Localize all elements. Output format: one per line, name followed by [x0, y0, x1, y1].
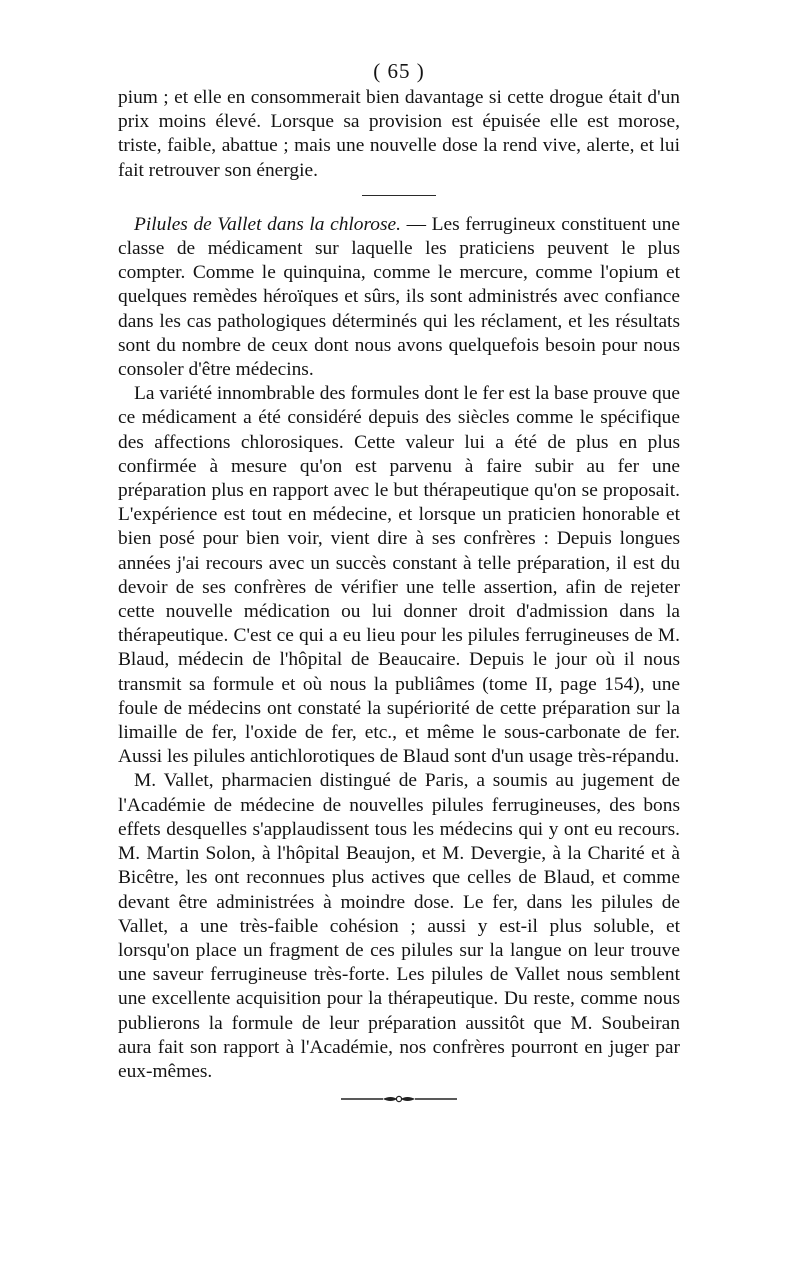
paragraph-opium-continuation: pium ; et elle en consommerait bien davantage si cette drogue était d'un prix moins élevé. Lorsque sa provision est épuisée elle est morose, triste, faible, abattue ; mais une nouvelle dose la rend vive, alerte, et lui fait retrouver son énergie. [118, 87, 680, 181]
document-page [118, 58, 680, 1106]
page-number: ( 65 ) [373, 59, 425, 83]
section-divider [362, 195, 436, 196]
section-title: Pilules de Vallet dans la chlorose. [134, 213, 401, 235]
paragraph-vallet-intro [118, 213, 680, 382]
paragraph-vallet-intro-text: — Les ferrugineux constituent une classe de médicament sur laquelle les praticiens peuvent le plus compter. Comme le quinquina, comme le mercure, comme l'opium et quelques remèdes héroïques et sûrs, ils sont administrés avec confiance dans les cas pathologiques déterminés qui les réclament, et les résultats sont du nombre de ceux dont nous avons quelquefois besoin pour nous consoler d'être médecins. [118, 213, 680, 381]
end-ornament-icon [339, 1092, 459, 1106]
paragraph-vallet-pharmacist: M. Vallet, pharmacien distingué de Paris, a soumis au jugement de l'Académie de médecine de nouvelles pilules ferrugineuses, des bons effets desquelles s'applaudissent tous les médecins qui y ont eu recours. M. Martin Solon, à l'hôpital Beaujon, et M. Devergie, à la Charité et à Bicêtre, les ont reconnues plus actives que celles de Blaud, et comme devant être administrées à moindre dose. Le fer, dans les pilules de Vallet, a une très-faible cohésion ; aussi y est-il plus soluble, et lorsqu'on place un fragment de ces pilules sur la langue on leur trouve une saveur ferrugineuse très-forte. Les pilules de Vallet nous semblent une excellente acquisition pour la thérapeutique. Du reste, comme nous publierons la formule de leur préparation aussitôt que M. Soubeiran aura fait son rapport à l'Académie, nos confrères pourront en juger par eux-mêmes. [118, 770, 680, 1082]
paragraph-blaud-formulas: La variété innombrable des formules dont le fer est la base prouve que ce médicament a été considéré depuis des siècles comme le spécifique des affections chlorosiques. Cette valeur lui a été de plus en plus confirmée à mesure qu'on est parvenu à faire subir au fer une préparation plus en rapport avec le but thérapeutique qu'on se proposait. L'expérience est tout en médecine, et lorsque un praticien honorable et bien posé pour bien voir, vient dire à ses confrères : Depuis longues années j'ai recours avec un succès constant à telle préparation, il est du devoir de ses confrères de vérifier une telle assertion, afin de rejeter cette nouvelle médication ou lui donner droit d'admission dans la thérapeutique. C'est ce qui a eu lieu pour les pilules ferrugineuses de M. Blaud, médecin de l'hôpital de Beaucaire. Depuis le jour où il nous transmit sa formule et où nous la publiâmes (tome II, page 154), une foule de médecins ont constaté la supériorité de cette préparation sur la limaille de fer, l'oxide de fer, etc., et même le sous-carbonate de fer. Aussi les pilules antichlorotiques de Blaud sont d'un usage très-répandu. [118, 383, 680, 768]
